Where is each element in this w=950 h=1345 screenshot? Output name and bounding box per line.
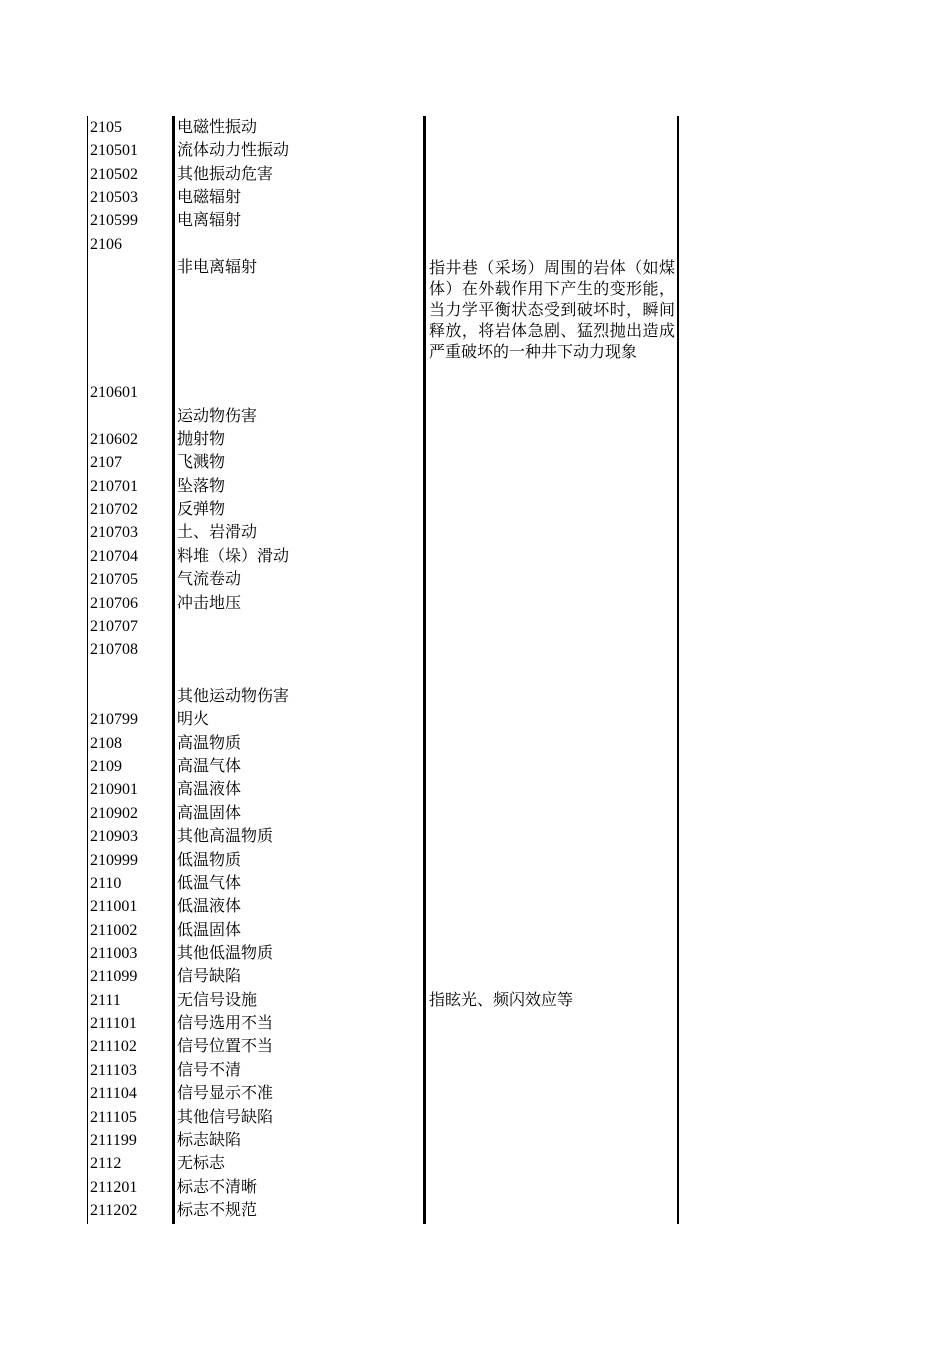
row-code: 210704 [90, 548, 138, 565]
table-row [0, 1106, 950, 1129]
row-code: 211104 [90, 1085, 137, 1102]
note-rockburst: 指井巷（采场）周围的岩体（如煤体）在外载作用下产生的变形能，当力学平衡状态受到破坏时，瞬间释放，将岩体急剧、猛烈抛出造成严重破坏的一种井下动力现象 [429, 260, 675, 361]
table-row [0, 209, 950, 232]
table-row [0, 1199, 950, 1222]
row-name: 信号位置不当 [177, 1038, 274, 1055]
table-row [0, 872, 950, 895]
row-code: 210703 [90, 524, 138, 541]
row-name: 信号显示不准 [177, 1085, 274, 1102]
row-name: 无标志 [177, 1155, 226, 1172]
row-name: 低温气体 [177, 875, 242, 892]
table-row [0, 545, 950, 568]
row-code: 210503 [90, 189, 138, 206]
row-name: 信号缺陷 [177, 968, 242, 985]
row-name: 土、岩滑动 [177, 524, 258, 541]
table-row [0, 405, 950, 428]
table-row [0, 1012, 950, 1035]
table-row [0, 139, 950, 162]
table-row [0, 615, 950, 638]
row-code: 2109 [90, 758, 122, 775]
table-row [0, 942, 950, 965]
row-name: 气流卷动 [177, 571, 242, 588]
row-code: 210799 [90, 711, 138, 728]
table-row [0, 233, 950, 256]
row-code: 211201 [90, 1179, 138, 1196]
row-name: 其他信号缺陷 [177, 1109, 274, 1126]
row-code: 210707 [90, 618, 138, 635]
row-code: 2111 [90, 992, 121, 1009]
row-code: 210501 [90, 142, 138, 159]
row-name: 低温物质 [177, 852, 242, 869]
row-code: 211105 [90, 1109, 137, 1126]
row-name: 明火 [177, 711, 210, 728]
row-name: 反弹物 [177, 501, 226, 518]
table-row [0, 778, 950, 801]
row-code: 210903 [90, 828, 138, 845]
row-name: 其他高温物质 [177, 828, 274, 845]
table-row [0, 708, 950, 731]
row-code: 2105 [90, 119, 122, 136]
row-code: 2107 [90, 454, 122, 471]
row-name: 高温物质 [177, 735, 242, 752]
row-name: 标志缺陷 [177, 1132, 242, 1149]
row-code: 210706 [90, 595, 138, 612]
row-code: 211102 [90, 1038, 137, 1055]
table-row [0, 919, 950, 942]
table-row [0, 849, 950, 872]
row-name: 运动物伤害 [177, 408, 258, 425]
row-name: 标志不规范 [177, 1202, 258, 1219]
table-row [0, 685, 950, 708]
table-row [0, 428, 950, 451]
table-row [0, 381, 950, 404]
table-row [0, 1035, 950, 1058]
row-code: 211199 [90, 1132, 137, 1149]
table-row [0, 1059, 950, 1082]
note-glare: 指眩光、频闪效应等 [429, 992, 574, 1009]
row-name: 其他低温物质 [177, 945, 274, 962]
row-code: 2108 [90, 735, 122, 752]
table-row [0, 568, 950, 591]
table-row [0, 475, 950, 498]
row-name: 其他振动危害 [177, 166, 274, 183]
row-name: 标志不清晰 [177, 1179, 258, 1196]
row-code: 210901 [90, 781, 138, 798]
row-code: 210702 [90, 501, 138, 518]
row-code: 210708 [90, 641, 138, 658]
row-name: 流体动力性振动 [177, 142, 290, 159]
row-code: 210701 [90, 478, 138, 495]
table-row [0, 895, 950, 918]
row-code: 211002 [90, 922, 138, 939]
row-code: 211001 [90, 898, 138, 915]
table-row [0, 802, 950, 825]
table-row [0, 592, 950, 615]
row-name: 电磁辐射 [177, 189, 242, 206]
table-row [0, 1176, 950, 1199]
row-code: 210999 [90, 852, 138, 869]
row-name: 电离辐射 [177, 212, 242, 229]
table-row [0, 498, 950, 521]
row-code: 211202 [90, 1202, 138, 1219]
row-code: 210502 [90, 166, 138, 183]
row-name: 低温液体 [177, 898, 242, 915]
row-name: 抛射物 [177, 431, 226, 448]
row-name: 高温气体 [177, 758, 242, 775]
row-code: 210599 [90, 212, 138, 229]
table-row [0, 732, 950, 755]
table-row [0, 451, 950, 474]
row-code: 211101 [90, 1015, 137, 1032]
row-name: 电磁性振动 [177, 119, 258, 136]
row-code: 211099 [90, 968, 138, 985]
table-row [0, 521, 950, 544]
row-name: 高温液体 [177, 781, 242, 798]
table-row [0, 186, 950, 209]
table-row [0, 965, 950, 988]
row-code: 210602 [90, 431, 138, 448]
table-row [0, 1129, 950, 1152]
row-code: 2112 [90, 1155, 122, 1172]
table-row [0, 163, 950, 186]
row-code: 2106 [90, 236, 122, 253]
row-name: 低温固体 [177, 922, 242, 939]
row-code: 210705 [90, 571, 138, 588]
table-row [0, 1082, 950, 1105]
table-row [0, 1152, 950, 1175]
row-name: 料堆（垛）滑动 [177, 548, 290, 565]
row-name: 无信号设施 [177, 992, 258, 1009]
row-name: 坠落物 [177, 478, 226, 495]
row-name: 信号不清 [177, 1062, 242, 1079]
table-row [0, 116, 950, 139]
table-row [0, 825, 950, 848]
table-row [0, 638, 950, 661]
row-name: 信号选用不当 [177, 1015, 274, 1032]
row-name: 其他运动物伤害 [177, 688, 290, 705]
row-name: 非电离辐射 [177, 259, 258, 276]
row-code: 2110 [90, 875, 122, 892]
table-row [0, 755, 950, 778]
row-code: 211003 [90, 945, 138, 962]
row-code: 210902 [90, 805, 138, 822]
row-code: 211103 [90, 1062, 137, 1079]
row-name: 冲击地压 [177, 595, 242, 612]
row-name: 飞溅物 [177, 454, 226, 471]
row-name: 高温固体 [177, 805, 242, 822]
row-code: 210601 [90, 384, 138, 401]
